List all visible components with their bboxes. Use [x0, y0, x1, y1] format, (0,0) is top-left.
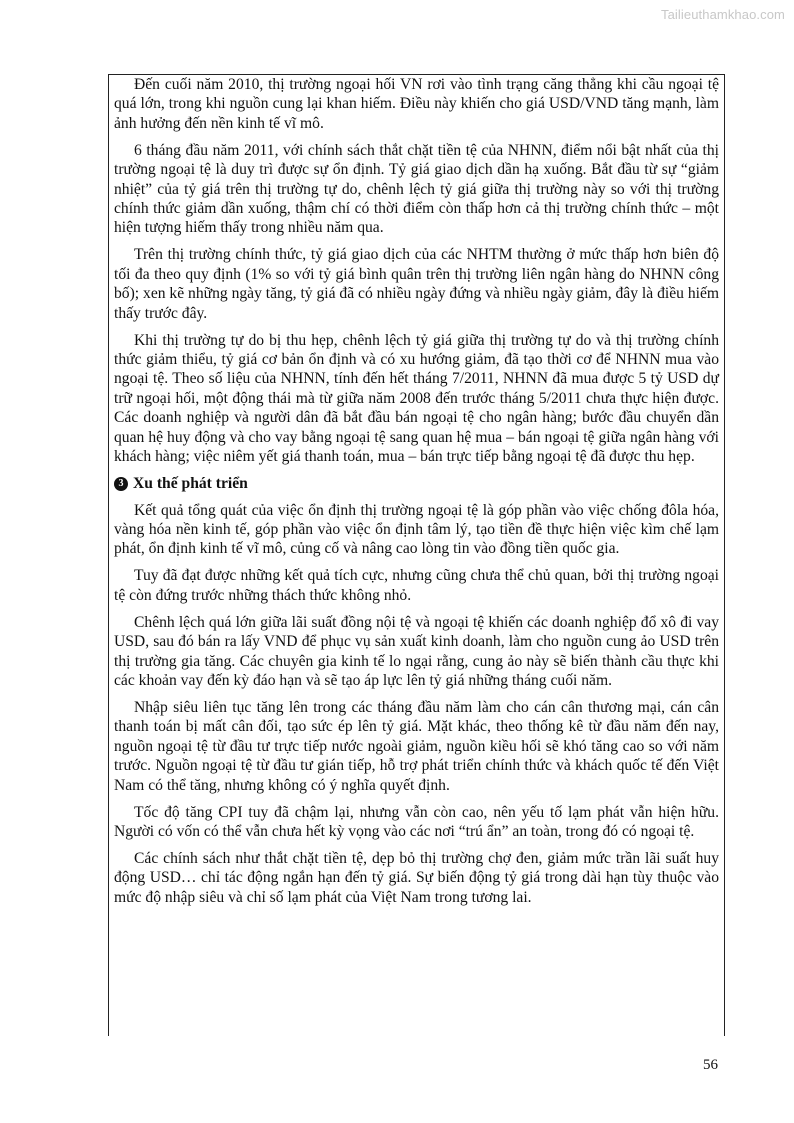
paragraph: Đến cuối năm 2010, thị trường ngoại hối VN rơi vào tình trạng căng thẳng khi cầu ngoại tệ quá lớn, trong khi nguồn cung lại khan hiếm. Điều này khiến cho giá USD/VND tăng mạnh, làm ảnh hưởng đến nền kinh tế vĩ mô.: [114, 76, 719, 132]
paragraph: 6 tháng đầu năm 2011, với chính sách thắt chặt tiền tệ của NHNN, điểm nổi bật nhất của thị trường ngoại tệ là duy trì được sự ổn định. Tỷ giá giao dịch dần hạ xuống. Bắt đầu từ sự “giảm nhiệt” của tỷ giá trên thị trường tự do, chênh lệch tỷ giá giữa thị trường này so với thị trường chính thức giảm dần xuống, thậm chí có thời điểm còn thấp hơn cả thị trường chính thức – một hiện tượng hiếm thấy trong nhiều năm qua.: [114, 141, 719, 237]
paragraph: Trên thị trường chính thức, tỷ giá giao dịch của các NHTM thường ở mức thấp hơn biên độ tối đa theo quy định (1% so với tỷ giá bình quân trên thị trường liên ngân hàng do NHNN công bố); xen kẽ những ngày tăng, tỷ giá đã có nhiều ngày đứng và nhiều ngày giảm, đây là điều hiếm thấy trước đây.: [114, 246, 719, 322]
paragraph: Khi thị trường tự do bị thu hẹp, chênh lệch tỷ giá giữa thị trường tự do và thị trường chính thức giảm thiểu, tỷ giá cơ bản ổn định và có xu hướng giảm, đã tạo thời cơ để NHNN mua vào ngoại tệ. Theo số liệu của NHNN, tính đến hết tháng 7/2011, NHNN đã mua được 5 tỷ USD dự trữ ngoại hối, một động thái mà từ giữa năm 2008 đến trước tháng 5/2011 chưa thực hiện được. Các doanh nghiệp và người dân đã bắt đầu bán ngoại tệ cho ngân hàng; bước đầu chuyển dần quan hệ huy động và cho vay bằng ngoại tệ sang quan hệ mua – bán ngoại tệ giữa ngân hàng với khách hàng; việc niêm yết giá thanh toán, mua – bán trực tiếp bằng ngoại tệ đã được thu hẹp.: [114, 331, 719, 466]
paragraph: Tuy đã đạt được những kết quả tích cực, nhưng cũng chưa thể chủ quan, bởi thị trường ngoại tệ còn đứng trước những thách thức không nhỏ.: [114, 567, 719, 604]
paragraph: Nhập siêu liên tục tăng lên trong các tháng đầu năm làm cho cán cân thương mại, cán cân thanh toán bị mất cân đối, tạo sức ép lên tỷ giá. Mặt khác, theo thống kê từ đầu năm đến nay, nguồn ngoại tệ từ đầu tư trực tiếp nước ngoài giảm, nguồn kiều hối sẽ khó tăng cao so với năm trước. Nguồn ngoại tệ từ đầu tư gián tiếp, hỗ trợ phát triển chính thức và khách quốc tế đến Việt Nam có thể tăng, nhưng không có ý nghĩa quyết định.: [114, 698, 719, 794]
section-heading: [114, 474, 719, 493]
paragraph: Các chính sách như thắt chặt tiền tệ, dẹp bỏ thị trường chợ đen, giảm mức trần lãi suất huy động USD… chỉ tác động ngắn hạn đến tỷ giá. Sự biến động tỷ giá trong dài hạn tùy thuộc vào mức độ nhập siêu và chỉ số lạm phát của Việt Nam trong tương lai.: [114, 849, 719, 906]
section-title: Xu thế phát triển: [133, 475, 248, 493]
paragraph: Kết quả tổng quát của việc ổn định thị trường ngoại tệ là góp phần vào việc chống đôla hóa, vàng hóa nền kinh tế, góp phần vào việc ổn định tâm lý, tạo tiền đề thực hiện việc kìm chế lạm phát, ổn định kinh tế vĩ mô, củng cố và nâng cao lòng tin vào đồng tiền quốc gia.: [114, 501, 719, 558]
paragraph: Tốc độ tăng CPI tuy đã chậm lại, nhưng vẫn còn cao, nên yếu tố lạm phát vẫn hiện hữu. Người có vốn có thể vẫn chưa hết kỳ vọng vào các nơi “trú ẩn” an toàn, trong đó có ngoại tệ.: [114, 803, 719, 840]
watermark: Tailieuthamkhao.com: [660, 7, 785, 22]
document-body: [114, 75, 719, 915]
page-number: 56: [703, 1057, 718, 1073]
numbered-bullet-icon: 3: [114, 477, 128, 491]
paragraph: Chênh lệch quá lớn giữa lãi suất đồng nội tệ và ngoại tệ khiến các doanh nghiệp đổ xô đi vay USD, sau đó bán ra lấy VND để phục vụ sản xuất kinh doanh, làm cho nguồn cung ảo USD trên thị trường gia tăng. Các chuyên gia kinh tế lo ngại rằng, cung ảo này sẽ biến thành cầu thực khi các khoản vay đến kỳ đáo hạn và sẽ tạo áp lực lên tỷ giá những tháng cuối năm.: [114, 613, 719, 689]
